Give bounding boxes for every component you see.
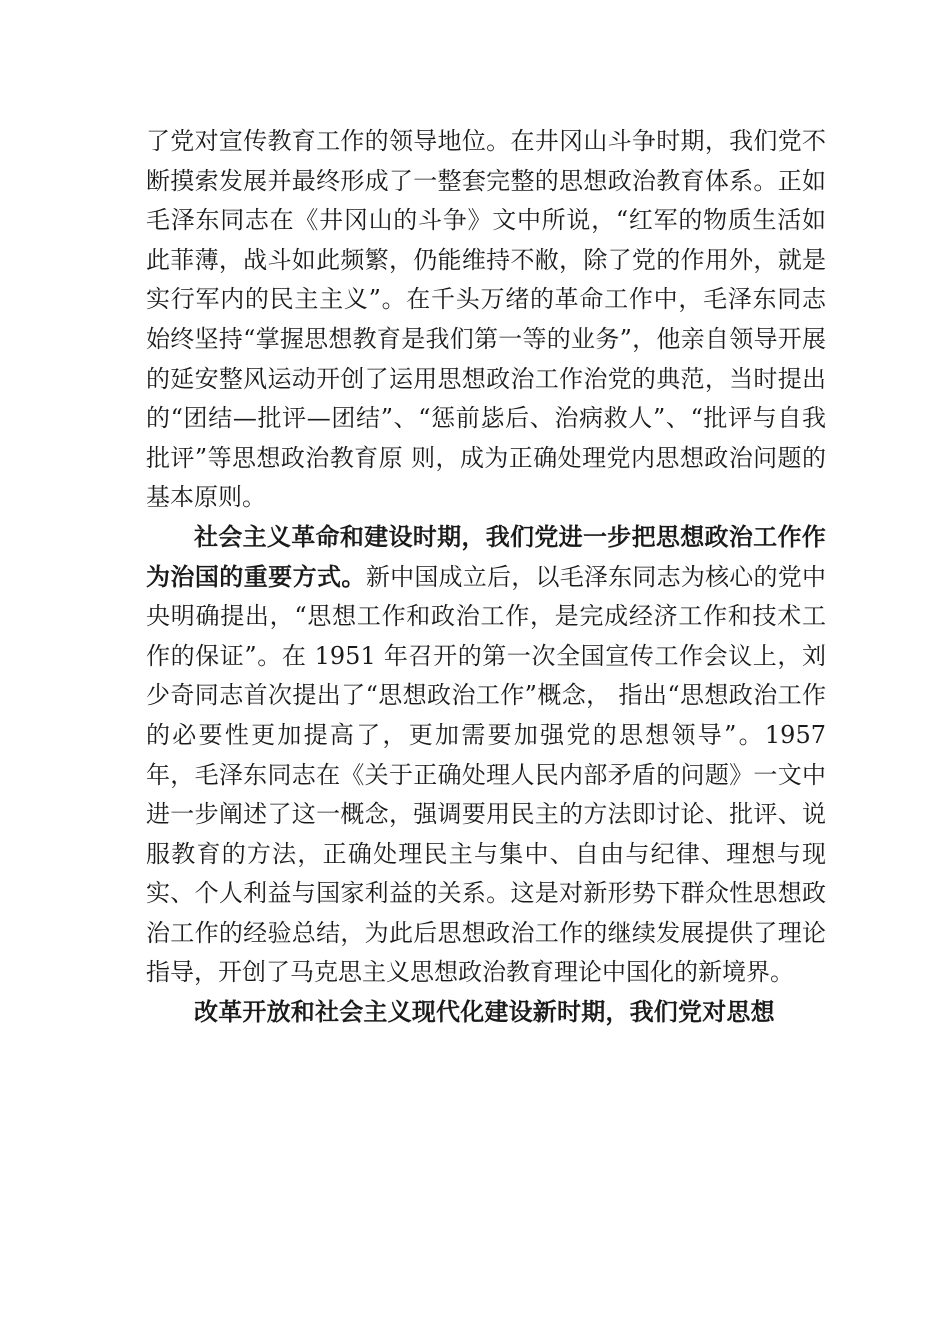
paragraph-3 [146,993,826,1033]
document-body [146,122,826,1033]
paragraph-2 [146,518,826,993]
paragraph-3-lead-sentence: 改革开放和社会主义现代化建设新时期，我们党对思想 [194,998,775,1027]
paragraph-2-text: 新中国成立后，以毛泽东同志为核心的党中央明确提出，“思想工作和政治工作，是完成经济工作和技术工作的保证”。在 1951 年召开的第一次全国宣传工作会议上，刘少奇同志首次提出了“思想政治工作”概念， 指出“思想政治工作的必要性更加提高了，更加需要加强党的思想领导”。1957 年，毛泽东同志在《关于正确处理人民内部矛盾的问题》一文中进一步阐述了这一概念，强调要用民主的方法即讨论、批评、说服教育的方法，正确处理民主与集中、自由与纪律、理想与现实、个人利益与国家利益的关系。这是对新形势下群众性思想政治工作的经验总结，为此后思想政治工作的继续发展提供了理论指导，开创了马克思主义思想政治教育理论中国化的新境界。 [146,562,826,987]
paragraph-2-lead-sentence: 社会主义革命和建设时期，我们党进一步把思想政治工作作为治国的重要方式。 [146,522,826,591]
paragraph-1-text: 了党对宣传教育工作的领导地位。在井冈山斗争时期，我们党不断摸索发展并最终形成了一整套完整的思想政治教育体系。正如毛泽东同志在《井冈山的斗争》文中所说，“红军的物质生活如此菲薄，战斗如此频繁，仍能维持不敝，除了党的作用外，就是实行军内的民主主义”。在千头万绪的革命工作中，毛泽东同志始终坚持“掌握思想教育是我们第一等的业务”，他亲自领导开展的延安整风运动开创了运用思想政治工作治党的典范，当时提出的“团结—批评—团结”、“惩前毖后、治病救人”、“批评与自我批评”等思想政治教育原 则，成为正确处理党内思想政治问题的基本原则。 [146,127,826,512]
paragraph-1 [146,122,826,518]
